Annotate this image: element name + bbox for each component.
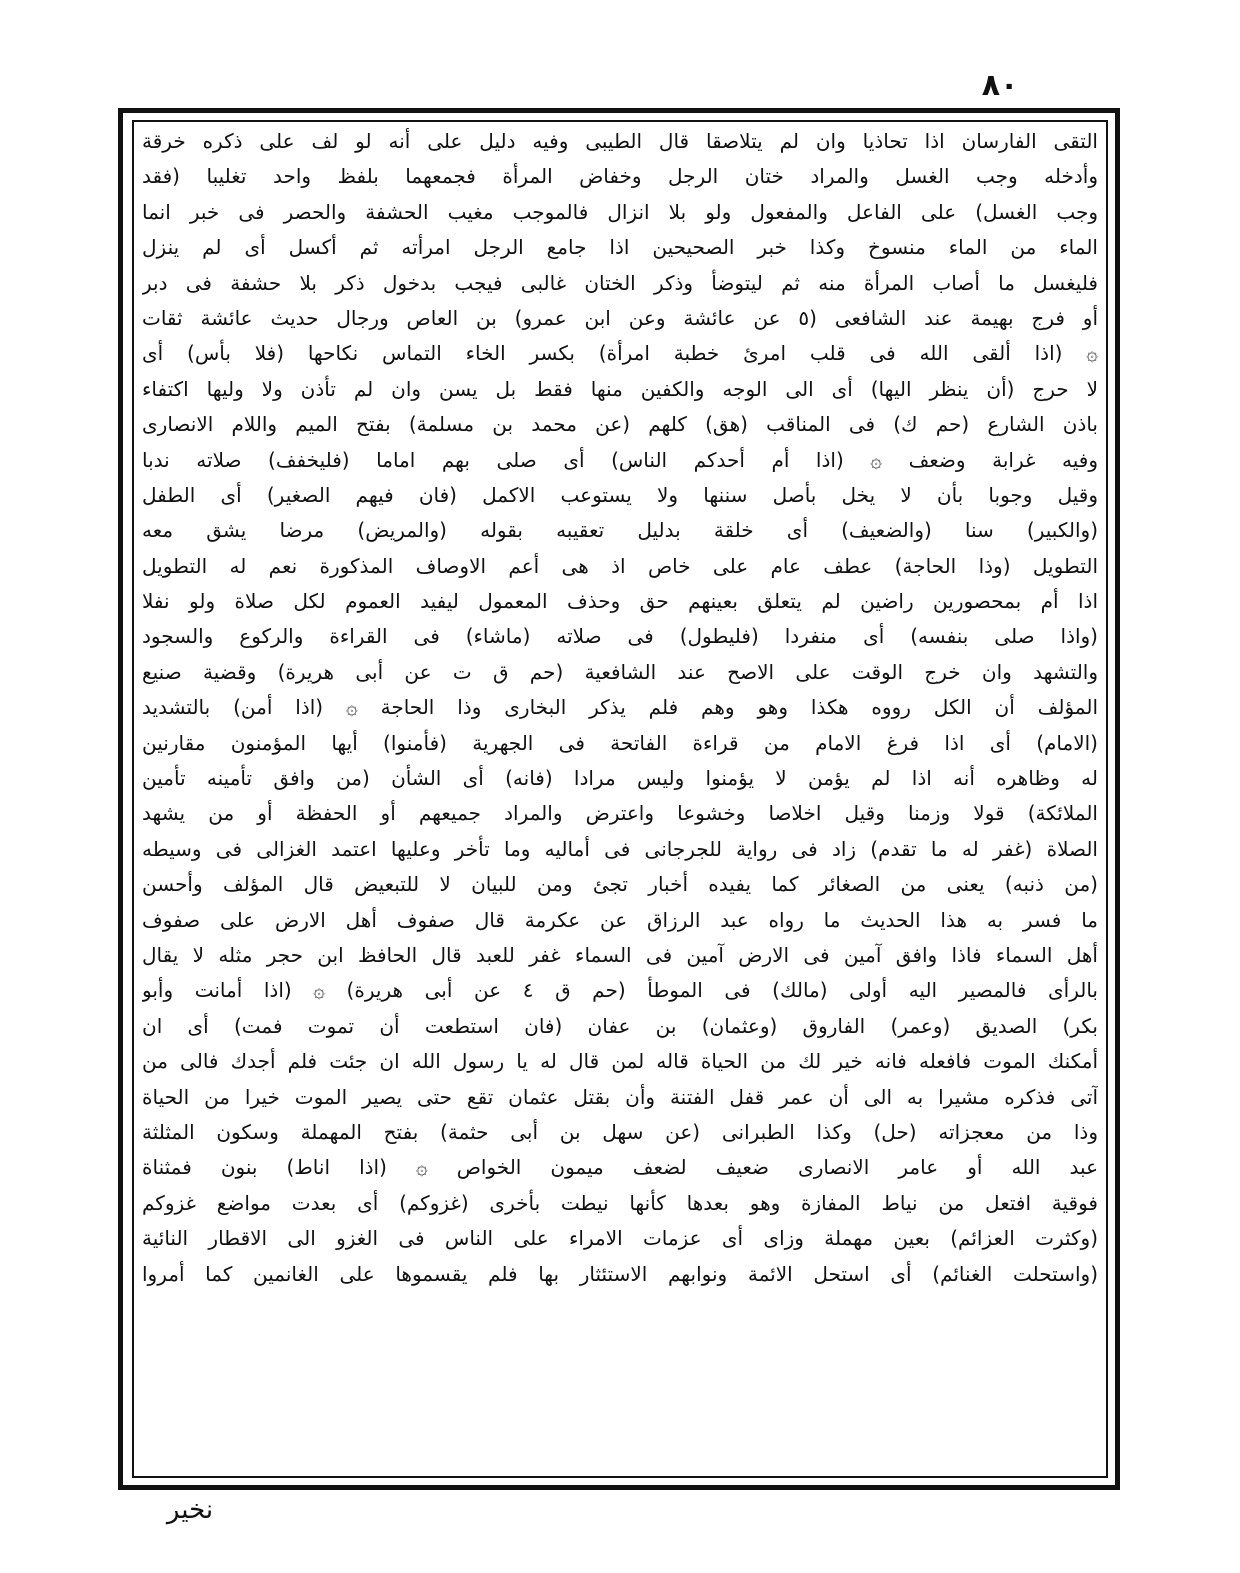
text-line: وأدخله وجب الغسل والمراد ختان الرجل وخفاض المرأة فجمعهما بلفظ واحد تغليبا (فقد — [142, 164, 1098, 189]
text-line: التطويل (وذا الحاجة) عطف عام على خاص اذ هى أعم الاوصاف المذكورة نعم له التطويل — [142, 553, 1098, 578]
text-line: (وكثرت العزائم) بعين مهملة وزاى أى عزمات الامراء على الناس فى الغزو الى الاقطار النائية — [142, 1226, 1098, 1251]
text-line: فليغسل ما أصاب المرأة منه ثم ليتوضأ وذكر الختان غالبى فيجب بدخول ذكر بلا حشفة فى دبر — [142, 270, 1098, 295]
page-number: ٨٠ — [981, 68, 1019, 103]
text-line: والتشهد وان خرج الوقت على الاصح عند الشافعية (حم ق ت عن أبى هريرة) وقضية صنيع — [142, 659, 1098, 684]
text-line: عبد الله أو عامر الانصارى ضعيف لضعف ميمون الخواص ۞ (اذا اناط) بنون فمثناة — [142, 1155, 1098, 1180]
text-line: بالرأى فالمصير اليه أولى (مالك) فى الموطأ (حم ق ٤ عن أبى هريرة) ۞ (اذا أمانت وأبو — [142, 978, 1098, 1003]
text-line: ما فسر به هذا الحديث ما رواه عبد الرزاق عن عكرمة قال صفوف أهل الارض على صفوف — [142, 907, 1098, 932]
text-line: (والكبير) سنا (والضعيف) أى خلقة بدليل تعقيبه بقوله (والمريض) مرضا يشق معه — [142, 518, 1098, 543]
catchword: نخير — [166, 1495, 214, 1525]
text-line: أو فرج بهيمة عند الشافعى (٥ عن عائشة وعن ابن عمرو) بن العاص ورجال حديث عائشة ثقات — [142, 305, 1098, 330]
text-line: الملائكة) قولا وزمنا وقيل اخلاصا وخشوعا واعترض والمراد جميعهم أو الحفظة أو من يشهد — [142, 801, 1098, 826]
text-line: أهل السماء فاذا وافق آمين فى الارض آمين فى السماء غفر للعبد قال الحافظ ابن حجر مثله لا يقال — [142, 942, 1098, 967]
text-line: وفيه غرابة وضعف ۞ (اذا أم أحدكم الناس) أى صلى بهم اماما (فليخفف) صلاته ندبا — [142, 447, 1098, 472]
text-line: لا حرج (أن ينظر اليها) أى الى الوجه والكفين منها فقط بل يسن وان لم تأذن ولا وليها اكتفاء — [142, 376, 1098, 401]
text-line: وجب الغسل) على الفاعل والمفعول ولو بلا انزال فالموجب مغيب الحشفة والحصر فى خبر انما — [142, 199, 1098, 224]
text-line: وقيل وجوبا بأن لا يخل بأصل سننها ولا يستوعب الاكمل (فان فيهم الصغير) أى الطفل — [142, 482, 1098, 507]
text-line: (الامام) أى اذا فرغ الامام من قراءة الفاتحة فى الجهرية (فأمنوا) أيها المؤمنون مقارنين — [142, 730, 1098, 755]
text-line: (من ذنبه) يعنى من الصغائر كما يفيده أخبار تجئ ومن للبيان لا للتبعيض قال المؤلف وأحسن — [142, 872, 1098, 897]
text-line: الصلاة (غفر له ما تقدم) زاد فى رواية للجرجانى فى أماليه وما تأخر وعليها اعتمد الغزالى فى وسيطه — [142, 836, 1098, 861]
text-line: المؤلف أن الكل رووه هكذا وهو وهم فلم يذكر البخارى وذا الحاجة ۞ (اذا أمن) بالتشديد — [142, 695, 1098, 720]
text-line: اذا أم بمحصورين راضين لم يتعلق بعينهم حق وحذف المعمول ليفيد العموم لكل صلاة ولو نفلا — [142, 589, 1098, 614]
text-line: الماء من الماء منسوخ وكذا خبر الصحيحين اذا جامع الرجل امرأته ثم أكسل أى لم ينزل — [142, 235, 1098, 260]
text-line: (واذا صلى بنفسه) أى منفردا (فليطول) فى صلاته (ماشاء) فى القراءة والركوع والسجود — [142, 624, 1098, 649]
text-line: باذن الشارع (حم ك) فى المناقب (هق) كلهم (عن محمد بن مسلمة) بفتح الميم واللام الانصارى — [142, 412, 1098, 437]
text-line: التقى الفارسان اذا تحاذيا وان لم يتلاصقا قال الطيبى وفيه دليل على أنه لو لف على ذكره خرقة — [142, 129, 1098, 153]
text-line: أمكنك الموت فافعله فانه خير لك من الحياة قاله لمن قال له يا رسول الله ان جئت فلم أجدك فالى من — [142, 1049, 1098, 1074]
text-line: له وظاهره أنه اذا لم يؤمن لا يؤمنوا وليس مرادا (فانه) أى الشأن (من وافق تأمينه تأمين — [142, 766, 1098, 791]
text-line: بكر) الصديق (وعمر) الفاروق (وعثمان) بن عفان (فان استطعت أن تموت فمت) أى ان — [142, 1013, 1098, 1038]
text-line: ۞ (اذا ألقى الله فى قلب امرئ خطبة امرأة) بكسر الخاء التماس نكاحها (فلا بأس) أى — [142, 341, 1098, 366]
text-body — [142, 124, 1098, 1472]
text-line: وذا من معجزاته (حل) وكذا الطبرانى (عن سهل بن أبى حثمة) بفتح المهملة وسكون المثلثة — [142, 1119, 1098, 1144]
text-line: آتى فذكره مشيرا به الى أن عمر قفل الفتنة وأن بقتل عثمان تقع حتى يصير الموت خيرا من الحياة — [142, 1084, 1098, 1109]
text-line: (واستحلت الغنائم) أى استحل الائمة ونوابهم الاستئثار بها فلم يقسموها على الغانمين كما أمروا — [142, 1261, 1098, 1286]
text-line: فوقية افتعل من نياط المفازة وهو بعدها كأنها نيطت بأخرى (غزوكم) أى بعدت مواضع غزوكم — [142, 1190, 1098, 1215]
